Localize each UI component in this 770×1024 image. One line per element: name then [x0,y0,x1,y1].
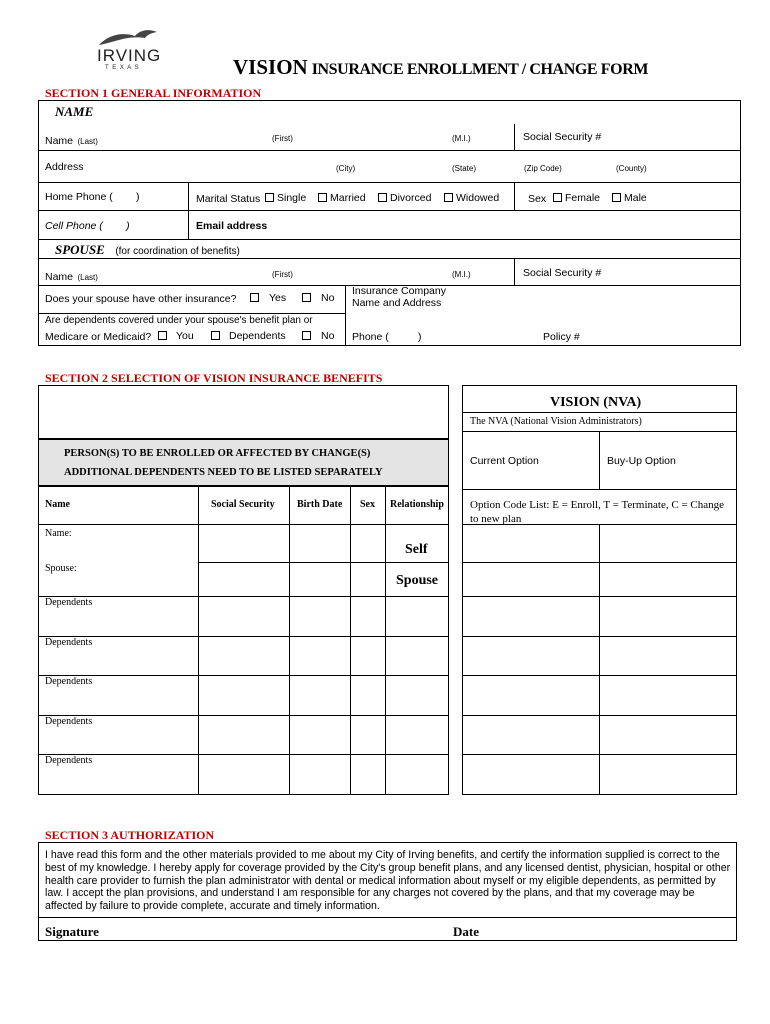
rule [289,486,290,795]
last-label: (Last) [77,137,98,146]
row-label-spouse[interactable]: Spouse: [45,563,77,574]
title-main: VISION [233,55,308,79]
married-option[interactable] [318,192,366,204]
rule [38,524,449,525]
irving-logo [95,26,161,74]
home-phone-label[interactable]: Home Phone ( ) [45,191,140,203]
logo-sub: T E X A S [105,65,140,71]
row-label-dependent-4[interactable]: Dependents [45,716,93,727]
divorced-option[interactable] [378,192,431,204]
rule [514,124,515,150]
spouse-ins-phone-label[interactable]: Phone ( ) [352,331,422,343]
rule [38,675,449,676]
name-and-address-label: Name and Address [352,297,442,309]
single-option[interactable] [265,192,306,204]
rule [599,431,600,489]
widowed-text: Widowed [456,192,500,204]
zip-label: (Zip Code) [524,164,562,173]
persons-header-line2: ADDITIONAL DEPENDENTS NEED TO BE LISTED SEPARATELY [64,467,383,478]
city-label: (City) [336,164,356,173]
rule [38,239,741,240]
other-ins-no-option[interactable] [302,292,334,304]
single-text: Single [277,192,307,204]
authorization-text: I have read this form and the other materials provided to me about my City of Irving benefits, and certify the information supplied is correct to the best of my knowledge. I hereby apply for coverage provided by the City's group benefit plans, and any licensed dentist, physician, hospital or other health care provider to furnish the plan administrator with dental or medical information about myself or my eligible dependents, as permitted by law. I accept the plan provisions, and understand I am responsible for any charges not covered by the plans, and that my coverage may be affected by failure to provide complete, accurate and timely information. [45,849,731,913]
rule [599,524,600,795]
name-label: Name [45,135,74,147]
option-code-list: Option Code List: E = Enroll, T = Terminate, C = Change to new plan [470,499,725,525]
spouse-header-text: SPOUSE [55,242,105,257]
sex-label: Sex [528,193,547,205]
female-text: Female [565,192,601,204]
other-ins-yes-option[interactable] [250,292,286,304]
buyup-option-label: Buy-Up Option [607,455,676,467]
widowed-option[interactable] [444,192,499,204]
dep-dependents-option[interactable] [211,330,286,342]
signature-label[interactable]: Signature [45,924,99,939]
horse-icon [95,26,161,48]
male-option[interactable] [612,192,647,204]
rule [38,596,449,597]
divorced-checkbox[interactable] [378,193,387,202]
dependents-question-2: Medicare or Medicaid? [45,331,152,343]
county-label: (County) [616,164,647,173]
female-option[interactable] [553,192,600,204]
dep-no-option[interactable] [302,330,334,342]
row-label-name[interactable]: Name: [45,528,72,539]
rule [198,486,199,795]
row-label-dependent-2[interactable]: Dependents [45,637,93,648]
dep-no-text: No [321,330,335,342]
logo-name: IRVING [97,46,162,65]
vision-subtitle: The NVA (National Vision Administrators) [470,416,642,427]
rule [385,486,386,795]
rule [38,754,449,755]
persons-header [38,439,449,486]
rule [38,150,741,151]
state-label: (State) [452,164,477,173]
ssn-label: Social Security # [523,131,602,143]
male-checkbox[interactable] [612,193,621,202]
name-row[interactable] [45,131,98,149]
vision-title: VISION (NVA) [550,395,642,410]
dep-dependents-checkbox[interactable] [211,331,220,340]
rule [38,715,449,716]
other-ins-no-checkbox[interactable] [302,293,311,302]
spouse-first-label: (First) [272,270,293,279]
col-header-ssn: Social Security [211,499,275,510]
mi-label: (M.I.) [452,134,471,143]
dep-dependents-text: Dependents [229,330,286,342]
section2-top-box [38,385,449,439]
relationship-spouse: Spouse [396,573,439,588]
row-label-dependent-1[interactable]: Dependents [45,597,93,608]
spouse-note: (for coordination of benefits) [115,246,240,257]
current-option-label: Current Option [470,455,539,467]
section2-heading: SECTION 2 SELECTION OF VISION INSURANCE BENEFITS [45,371,383,385]
first-label: (First) [272,134,293,143]
rule [198,562,449,563]
address-label[interactable]: Address [45,161,84,173]
rule [462,412,737,413]
spouse-name-label: Name [45,271,74,283]
rule [38,917,737,918]
married-text: Married [330,192,366,204]
rule [38,636,449,637]
title-rest: INSURANCE ENROLLMENT / CHANGE FORM [311,61,649,78]
section1-heading: SECTION 1 GENERAL INFORMATION [45,86,262,100]
female-checkbox[interactable] [553,193,562,202]
rule [514,182,515,210]
current-option-cell[interactable] [463,525,599,562]
other-ins-no-text: No [321,292,335,304]
other-insurance-question: Does your spouse have other insurance? [45,293,237,305]
section3-heading: SECTION 3 AUTHORIZATION [45,828,215,842]
marital-status-label: Marital Status [196,193,261,205]
insurance-company-label: Insurance Company [352,285,446,297]
divorced-text: Divorced [390,192,432,204]
rule [38,182,741,183]
spouse-name-row[interactable] [45,267,98,285]
row-label-dependent-3[interactable]: Dependents [45,676,93,687]
row-label-dependent-5[interactable]: Dependents [45,755,93,766]
dependents-question-1: Are dependents covered under your spouse's benefit plan or [45,315,313,326]
married-checkbox[interactable] [318,193,327,202]
single-checkbox[interactable] [265,193,274,202]
rule [188,182,189,239]
widowed-checkbox[interactable] [444,193,453,202]
dep-you-checkbox[interactable] [158,331,167,340]
form-title [233,55,648,80]
rule [514,258,515,285]
col-header-sex: Sex [360,499,375,510]
other-ins-yes-text: Yes [269,292,287,304]
persons-table [38,486,449,795]
spouse-header [55,241,240,259]
other-ins-yes-checkbox[interactable] [250,293,259,302]
policy-label[interactable]: Policy # [543,331,580,343]
rule [350,486,351,795]
dep-you-option[interactable] [158,330,194,342]
section1-box [38,100,741,346]
email-label[interactable]: Email address [196,220,268,232]
spouse-ssn-label: Social Security # [523,267,602,279]
col-header-birth-date: Birth Date [297,499,343,510]
col-header-relationship: Relationship [390,499,444,510]
date-label[interactable]: Date [453,924,479,939]
name-header: NAME [55,104,94,119]
rule [38,313,345,314]
rule [345,285,346,346]
cell-phone-label[interactable]: Cell Phone ( ) [45,220,130,232]
col-header-name: Name [45,499,70,510]
relationship-self: Self [405,542,428,557]
dep-you-text: You [176,330,194,342]
buyup-option-cell[interactable] [600,525,736,562]
rule [38,210,741,211]
spouse-last-label: (Last) [77,273,98,282]
spouse-mi-label: (M.I.) [452,270,471,279]
rule [462,489,737,490]
persons-header-line1: PERSON(S) TO BE ENROLLED OR AFFECTED BY CHANGE(S) [64,448,371,459]
dep-no-checkbox[interactable] [302,331,311,340]
male-text: Male [624,192,647,204]
